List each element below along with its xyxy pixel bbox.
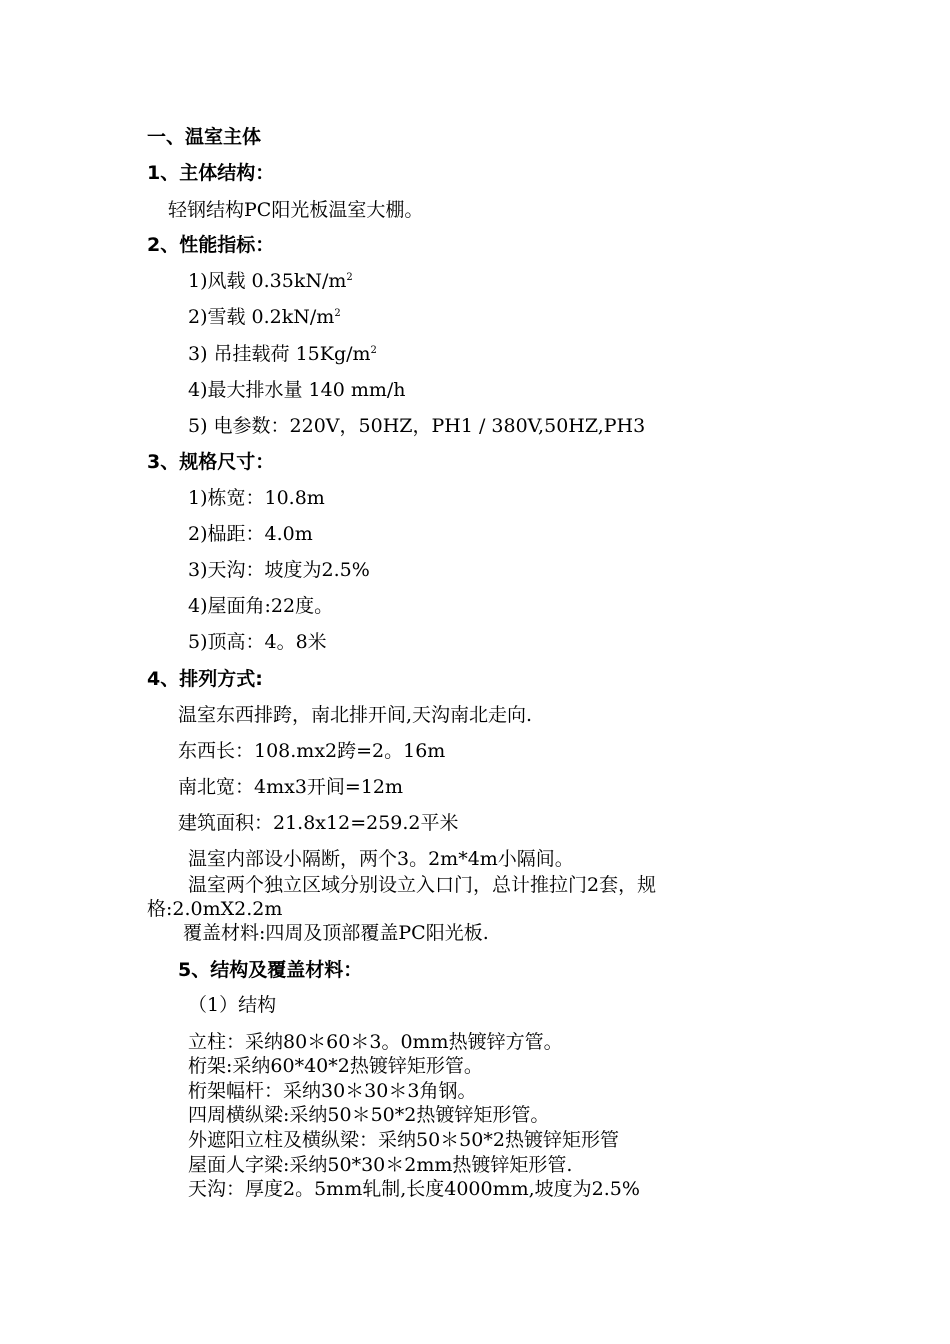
layout-line: 格:2.0mX2.2m [147, 898, 283, 920]
materials-line: 天沟：厚度2。5mm轧制,长度4000mm,坡度为2.5% [188, 1178, 640, 1200]
performance-item: 2)雪载 $0.2kN/m^2$ [188, 306, 341, 328]
materials-line: 四周横纵梁:采纳50＊50*2热镀锌矩形管。 [188, 1104, 550, 1126]
dimension-item: 4)屋面角:22度。 [188, 595, 334, 617]
dimension-item: 2)榀距：4.0m [188, 523, 313, 545]
materials-line: 立柱：采纳80＊60＊3。0mm热镀锌方管。 [188, 1031, 563, 1053]
layout-line: 建筑面积：21.8x12=259.2平米 [178, 812, 459, 834]
layout-line: 东西长：108.mx2跨=2。16m [178, 740, 446, 762]
heading-materials: 5、结构及覆盖材料： [178, 959, 363, 981]
layout-line: 温室东西排跨，南北排开间,天沟南北走向. [178, 704, 533, 726]
heading-main-structure: 1、主体结构： [147, 162, 275, 184]
performance-item: 5) 电参数：220V，50HZ，PH1 / 380V,50HZ,PH3 [188, 415, 646, 437]
layout-line: 温室两个独立区域分别设立入口门，总计推拉门2套，规 [188, 874, 657, 896]
section-title: 一、温室主体 [147, 126, 262, 148]
performance-item: 3) 吊挂载荷 $15Kg/m^2$ [188, 343, 377, 365]
heading-dimensions: 3、规格尺寸： [147, 451, 275, 473]
materials-line: 屋面人字梁:采纳50*30＊2mm热镀锌矩形管. [188, 1154, 573, 1176]
dimension-item: 3)天沟：坡度为2.5% [188, 559, 370, 581]
main-structure-text: 轻钢结构PC阳光板温室大棚。 [168, 199, 424, 221]
materials-line: 外遮阳立柱及横纵梁：采纳50＊50*2热镀锌矩形管 [188, 1129, 619, 1151]
performance-item: 1)风载 $0.35kN/m^2$ [188, 270, 353, 292]
materials-line: 桁架幅杆：采纳30＊30＊3角钢。 [188, 1080, 477, 1102]
heading-performance: 2、性能指标： [147, 234, 275, 256]
performance-item: 4)最大排水量 140 mm/h [188, 379, 406, 401]
layout-line: 南北宽：4mx3开间=12m [178, 776, 404, 798]
materials-subheading: （1）结构 [188, 994, 277, 1016]
layout-line: 温室内部设小隔断，两个3。2m*4m小隔间。 [188, 848, 574, 870]
materials-line: 桁架:采纳60*40*2热镀锌矩形管。 [188, 1055, 483, 1077]
heading-layout: 4、排列方式: [147, 668, 263, 690]
dimension-item: 1)栋宽：10.8m [188, 487, 325, 509]
layout-line: 覆盖材料:四周及顶部覆盖PC阳光板. [183, 922, 489, 944]
dimension-item: 5)顶高：4。8米 [188, 631, 327, 653]
